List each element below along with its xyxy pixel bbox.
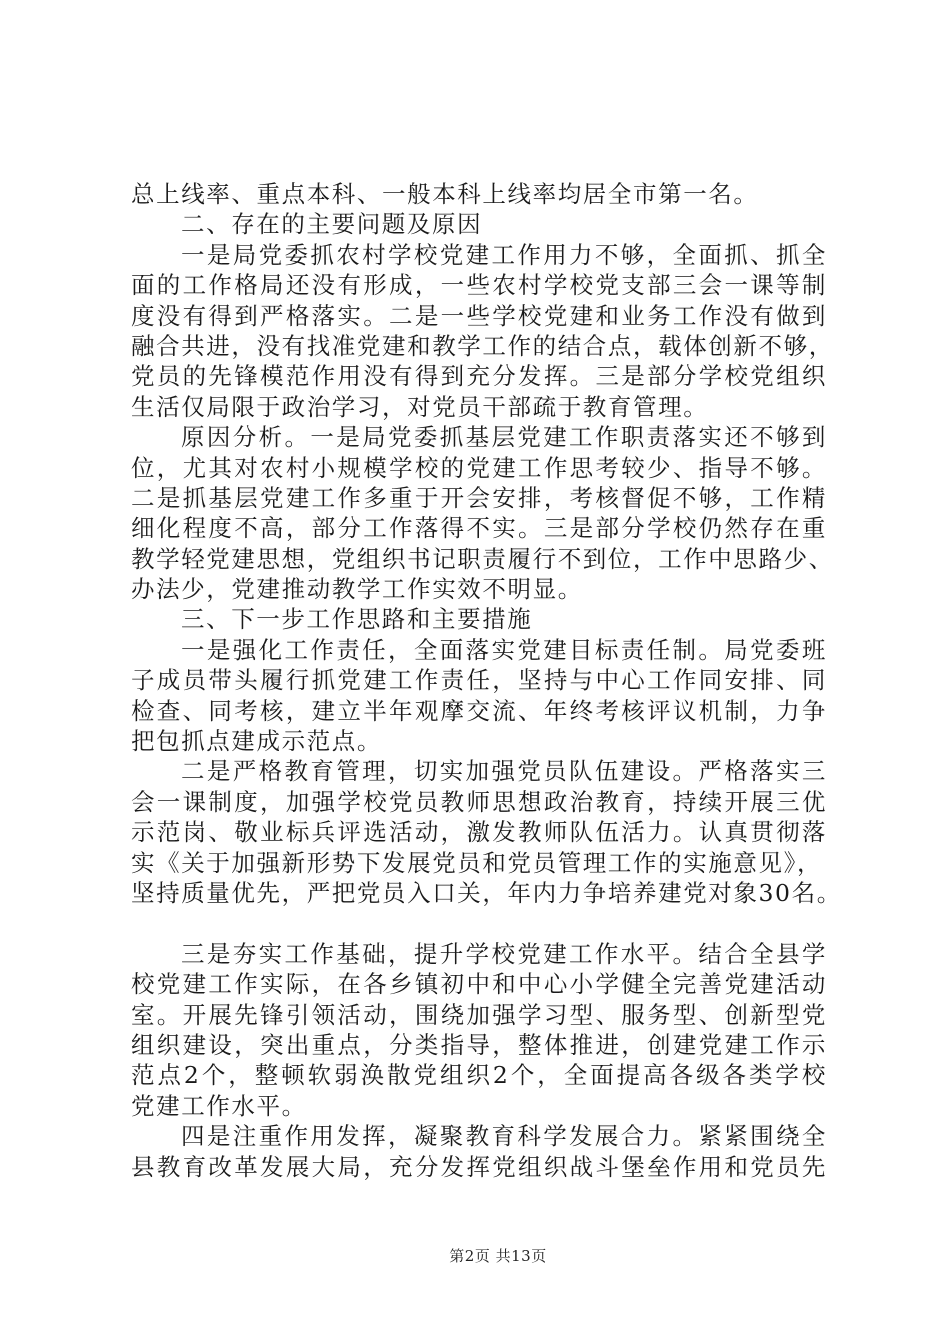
text-line: 教学轻党建思想，党组织书记职责履行不到位，工作中思路少、 [131,544,834,573]
text-line: 总上线率、重点本科、一般本科上线率均居全市第一名。 [131,180,759,208]
text-line: 一是强化工作责任，全面落实党建目标责任制。局党委班 [181,635,827,664]
text-line: 校党建工作实际，在各乡镇初中和中心小学健全完善党建活动 [131,970,827,999]
text-line: 三是夯实工作基础，提升学校党建工作水平。结合全县学 [181,939,827,968]
text-line: 子成员带头履行抓党建工作责任，坚持与中心工作同安排、同 [131,666,827,695]
text-line: 二、存在的主要问题及原因 [181,210,483,239]
text-line: 县教育改革发展大局，充分发挥党组织战斗堡垒作用和党员先 [131,1152,827,1181]
text-line: 把包抓点建成示范点。 [131,727,382,756]
text-line: 检查、同考核，建立半年观摩交流、年终考核评议机制，力争 [131,696,827,725]
text-line: 办法少，党建推动教学工作实效不明显。 [131,575,583,604]
text-line: 四是注重作用发挥，凝聚教育科学发展合力。紧紧围绕全 [181,1122,827,1151]
text-line: 细化程度不高，部分工作落得不实。三是部分学校仍然存在重 [131,514,827,543]
blank-line [131,908,827,938]
document-body [131,179,842,1182]
page-number-footer: 第2页 共13页 [449,1247,547,1265]
text-line: 坚持质量优先，严把党员入口关，年内力争培养建党对象30名。 [131,878,842,907]
text-line: 位，尤其对农村小规模学校的党建工作思考较少、指导不够。 [131,453,827,482]
text-line: 会一课制度，加强学校党员教师思想政治教育，持续开展三优 [131,787,827,816]
text-line: 三、下一步工作思路和主要措施 [181,605,533,634]
text-line: 示范岗、敬业标兵评选活动，激发教师队伍活力。认真贯彻落 [131,818,827,847]
text-line: 度没有得到严格落实。二是一些学校党建和业务工作没有做到 [131,301,827,330]
text-line: 实《关于加强新形势下发展党员和党员管理工作的实施意见》， [131,848,823,877]
text-line: 党建工作水平。 [131,1091,307,1120]
text-line: 组织建设，突出重点，分类指导，整体推进，创建党建工作示 [131,1030,827,1059]
text-line: 二是抓基层党建工作多重于开会安排，考核督促不够，工作精 [131,483,827,512]
text-line: 范点2个，整顿软弱涣散党组织2个，全面提高各级各类学校 [131,1061,827,1090]
text-line: 二是严格教育管理，切实加强党员队伍建设。严格落实三 [181,757,827,786]
text-line: 生活仅局限于政治学习，对党员干部疏于教育管理。 [131,392,709,421]
text-line: 融合共进，没有找准党建和教学工作的结合点，载体创新不够， [131,331,834,360]
text-line: 面的工作格局还没有形成，一些农村学校党支部三会一课等制 [131,271,827,300]
text-line: 一是局党委抓农村学校党建工作用力不够，全面抓、抓全 [181,240,827,269]
text-line: 党员的先锋模范作用没有得到充分发挥。三是部分学校党组织 [131,362,827,391]
text-line: 室。开展先锋引领活动，围绕加强学习型、服务型、创新型党 [131,1000,827,1029]
text-line: 原因分析。一是局党委抓基层党建工作职责落实还不够到 [181,423,827,452]
